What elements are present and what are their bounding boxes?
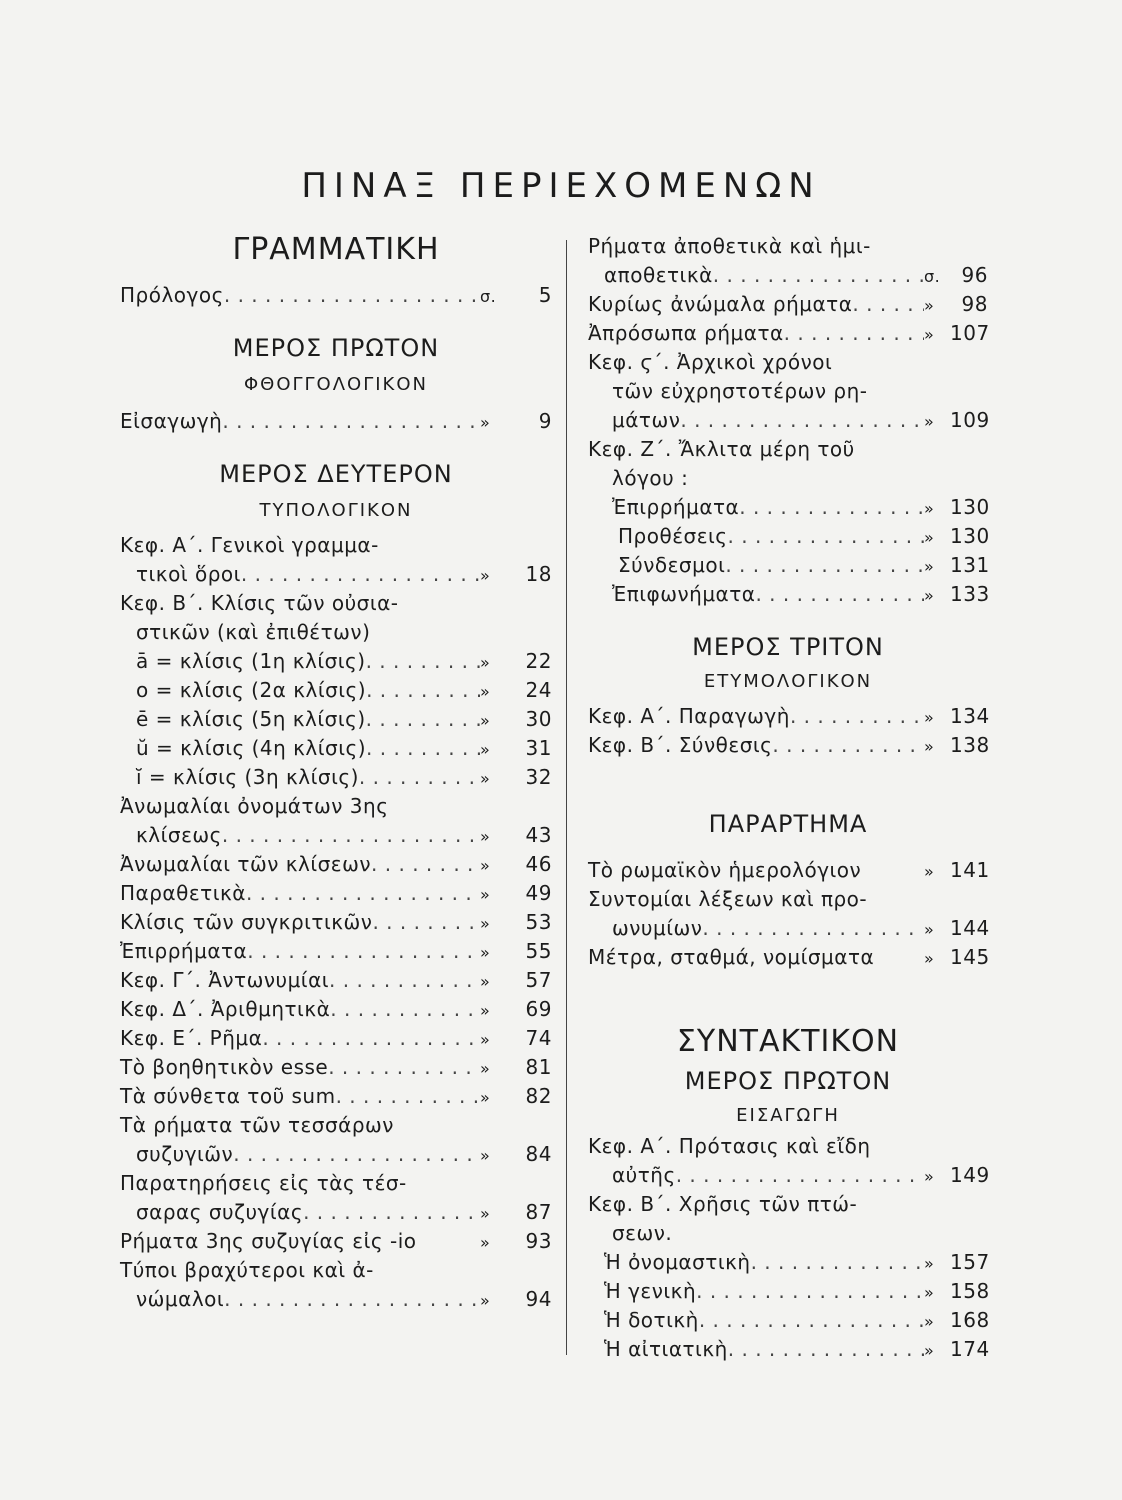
entry-page: 32 <box>525 765 552 789</box>
entry-page: 30 <box>525 707 552 731</box>
entry-mark: » <box>480 943 491 962</box>
toc-entry[interactable] <box>588 1306 988 1335</box>
entry-label: Ἀπρόσωπα ρήματα <box>588 321 784 345</box>
toc-entry[interactable] <box>120 734 552 763</box>
toc-entry-line <box>120 1256 552 1285</box>
entry-label: Ἡ αἰτιατικὴ <box>604 1337 728 1361</box>
entry-mark: » <box>480 1088 491 1107</box>
entry-mark: » <box>480 653 491 672</box>
entry-label: Τύποι βραχύτεροι καὶ ἀ- <box>120 1258 374 1282</box>
entry-label: Κεφ. Ζ΄. Ἄκλιτα μέρη τοῦ <box>588 437 855 461</box>
toc-entry-line <box>120 792 552 821</box>
entry-mark: » <box>924 862 935 881</box>
entry-label: Τὰ ρήματα τῶν τεσσάρων <box>120 1113 394 1137</box>
entry-mark: » <box>480 740 491 759</box>
toc-entry-line <box>120 1111 552 1140</box>
entry-page: 134 <box>950 704 990 728</box>
entry-label: Προθέσεις <box>618 524 728 548</box>
left-column <box>120 232 552 1314</box>
toc-entry[interactable] <box>120 1082 552 1111</box>
entry-label: Παρατηρήσεις εἰς τὰς τέσ- <box>120 1171 407 1195</box>
entry-page: 46 <box>525 852 552 876</box>
entry-label: σαρας συζυγίας <box>136 1200 304 1224</box>
entry-label: Κεφ. ϛ΄. Ἀρχικοὶ χρόνοι <box>588 350 833 374</box>
toc-entry-line <box>120 531 552 560</box>
column-divider <box>566 240 567 1355</box>
entry-mark: » <box>480 914 491 933</box>
entry-page: 131 <box>950 553 990 577</box>
entry-label: ā = κλίσις (1η κλίσις) <box>136 649 366 673</box>
entry-page: 141 <box>950 858 990 882</box>
entry-mark: » <box>480 856 491 875</box>
entry-label: Κεφ. Α΄. Γενικοὶ γραμμα- <box>120 533 379 557</box>
entry-label: Ἀνωμαλίαι τῶν κλίσεων <box>120 852 372 876</box>
toc-entry[interactable] <box>120 676 552 705</box>
entry-mark: » <box>480 413 491 432</box>
entry-label: τικοὶ ὅροι <box>136 562 241 586</box>
toc-entry[interactable] <box>120 937 552 966</box>
entry-page: 133 <box>950 582 990 606</box>
toc-entry[interactable] <box>588 406 988 435</box>
entry-label: Κεφ. Β΄. Σύνθεσις <box>588 733 773 757</box>
entry-label: Τὸ βοηθητικὸν esse <box>120 1055 329 1079</box>
entry-page: 24 <box>525 678 552 702</box>
toc-entry-line <box>120 618 552 647</box>
entry-label: Συντομίαι λέξεων καὶ προ- <box>588 887 868 911</box>
entry-mark: » <box>480 682 491 701</box>
entry-label: κλίσεως <box>136 823 222 847</box>
entry-label: αποθετικὰ <box>604 263 713 287</box>
entry-label: τῶν εὐχρηστοτέρων ρη- <box>612 379 868 403</box>
toc-entry[interactable] <box>120 1198 552 1227</box>
entry-page: 9 <box>538 409 552 433</box>
syntax-title: ΣΥΝΤΑΚΤΙΚΟΝ <box>676 1024 900 1059</box>
entry-label: Ἐπιρρήματα <box>612 495 740 519</box>
entry-page: 144 <box>950 916 990 940</box>
entry-mark: σ. <box>924 267 941 286</box>
entry-mark: » <box>924 737 935 756</box>
entry-label: Σύνδεσμοι <box>618 553 726 577</box>
entry-page: 87 <box>525 1200 552 1224</box>
entry-page: 49 <box>525 881 552 905</box>
toc-entry[interactable] <box>588 319 988 348</box>
entry-label: Κυρίως ἀνώμαλα ρήματα <box>588 292 853 316</box>
entry-mark: » <box>924 1254 935 1273</box>
entry-label: Κεφ. Α΄. Παραγωγὴ <box>588 704 790 728</box>
entry-label: Τὸ ρωμαϊκὸν ἡμερολόγιον <box>588 858 862 882</box>
entry-mark: » <box>924 528 935 547</box>
entry-label: Κεφ. Δ΄. Ἀριθμητικὰ <box>120 997 331 1021</box>
toc-entry-line <box>588 885 988 914</box>
appendix-title: ΠΑΡΑΡΤΗΜΑ <box>708 810 868 838</box>
toc-entry[interactable] <box>120 879 552 908</box>
toc-entry[interactable] <box>588 551 988 580</box>
toc-entry[interactable] <box>588 856 988 885</box>
entry-page: 82 <box>525 1084 552 1108</box>
toc-entry[interactable] <box>588 1277 988 1306</box>
entry-mark: » <box>480 827 491 846</box>
entry-mark: » <box>480 1233 491 1252</box>
entry-page: 130 <box>950 524 990 548</box>
entry-mark: » <box>480 1291 491 1310</box>
page-title: ΠΙΝΑΞ ΠΕΡΙΕΧΟΜΕΝΩΝ <box>301 166 821 206</box>
entry-label: Εἰσαγωγὴ <box>120 409 223 433</box>
toc-entry-line <box>588 348 988 377</box>
toc-entry[interactable] <box>588 1161 988 1190</box>
entry-label: Κεφ. Β΄. Χρῆσις τῶν πτώ- <box>588 1192 858 1216</box>
entry-label: Ἐπιφωνήματα <box>612 582 756 606</box>
entry-page: 109 <box>950 408 990 432</box>
entry-mark: » <box>480 1001 491 1020</box>
toc-entry[interactable] <box>120 1053 552 1082</box>
toc-entry[interactable] <box>588 731 988 760</box>
entry-label: Ρήματα ἀποθετικὰ καὶ ἡμι- <box>588 234 871 258</box>
entry-label: Κεφ. Γ΄. Ἀντωνυμίαι <box>120 968 330 992</box>
entry-page: 18 <box>525 562 552 586</box>
entry-page: 107 <box>950 321 990 345</box>
entry-mark: » <box>480 1146 491 1165</box>
entry-label: ωνυμίων <box>612 916 703 940</box>
entry-mark: » <box>924 1283 935 1302</box>
toc-entry[interactable] <box>120 647 552 676</box>
toc-entry-line <box>120 1169 552 1198</box>
toc-entry[interactable] <box>588 580 988 609</box>
entry-label: αὐτῆς <box>612 1163 676 1187</box>
entry-page: 138 <box>950 733 990 757</box>
entry-mark: » <box>924 1312 935 1331</box>
part3-subtitle: ΕΤΥΜΟΛΟΓΙΚΟΝ <box>703 671 873 692</box>
toc-entry-line <box>588 232 988 261</box>
entry-mark: » <box>480 885 491 904</box>
toc-entry-line <box>588 1219 988 1248</box>
entry-page: 84 <box>525 1142 552 1166</box>
entry-mark: » <box>924 557 935 576</box>
entry-label: Κεφ. Ε΄. Ρῆμα <box>120 1026 263 1050</box>
part3-title: ΜΕΡΟΣ ΤΡΙΤΟΝ <box>692 633 884 661</box>
entry-page: 22 <box>525 649 552 673</box>
toc-entry-line <box>588 377 988 406</box>
entry-label: ē = κλίσις (5η κλίσις) <box>136 707 366 731</box>
entry-mark: » <box>924 499 935 518</box>
entry-label: Ἡ δοτικὴ <box>604 1308 699 1332</box>
toc-entry[interactable] <box>588 702 988 731</box>
toc-entry[interactable] <box>120 1227 552 1256</box>
toc-entry[interactable] <box>120 966 552 995</box>
part1-title: ΜΕΡΟΣ ΠΡΩΤΟΝ <box>232 334 440 362</box>
entry-page: 43 <box>525 823 552 847</box>
entry-mark: » <box>480 1030 491 1049</box>
entry-page: 94 <box>525 1287 552 1311</box>
entry-mark: σ. <box>480 287 497 306</box>
part2-title: ΜΕΡΟΣ ΔΕΥΤΕΡΟΝ <box>219 460 453 488</box>
toc-entry-prologue[interactable] <box>120 281 552 310</box>
entry-label: στικῶν (καὶ ἐπιθέτων) <box>136 620 371 644</box>
entry-mark: » <box>480 972 491 991</box>
entry-page: 98 <box>961 292 988 316</box>
entry-page: 96 <box>961 263 988 287</box>
entry-mark: » <box>924 296 935 315</box>
entry-label: Ἐπιρρήματα <box>120 939 248 963</box>
entry-label: Πρόλογος <box>120 283 224 307</box>
entry-label: συζυγιῶν <box>136 1142 234 1166</box>
toc-entry[interactable] <box>588 914 988 943</box>
entry-page: 174 <box>950 1337 990 1361</box>
entry-mark: » <box>924 586 935 605</box>
toc-entry-line <box>588 464 988 493</box>
entry-page: 53 <box>525 910 552 934</box>
entry-label: Ρήματα 3ης συζυγίας εἰς -io <box>120 1229 417 1253</box>
entry-mark: » <box>924 412 935 431</box>
toc-entry[interactable] <box>120 850 552 879</box>
entry-label: Παραθετικὰ <box>120 881 246 905</box>
toc-entry[interactable] <box>120 1285 552 1314</box>
entry-page: 69 <box>525 997 552 1021</box>
entry-mark: » <box>480 1059 491 1078</box>
entry-page: 168 <box>950 1308 990 1332</box>
entry-mark: » <box>924 949 935 968</box>
grammar-heading: ΓΡΑΜΜΑΤΙΚΗ <box>232 232 440 267</box>
entry-page: 74 <box>525 1026 552 1050</box>
entry-page: 145 <box>950 945 990 969</box>
entry-label: Τὰ σύνθετα τοῦ sum <box>120 1084 336 1108</box>
entry-label: νώμαλοι <box>136 1287 225 1311</box>
toc-entry[interactable] <box>588 943 988 972</box>
toc-entry[interactable] <box>588 493 988 522</box>
entry-label: o = κλίσις (2α κλίσις) <box>136 678 367 702</box>
part2-subtitle: ΤΥΠΟΛΟΓΙΚΟΝ <box>259 500 413 521</box>
entry-label: μάτων <box>612 408 681 432</box>
toc-entry[interactable] <box>120 821 552 850</box>
entry-label: Μέτρα, σταθμά, νομίσματα <box>588 945 875 969</box>
entry-page: 130 <box>950 495 990 519</box>
entry-label: Ἡ γενικὴ <box>604 1279 697 1303</box>
entry-page: 5 <box>538 283 552 307</box>
entry-label: Κλίσις τῶν συγκριτικῶν <box>120 910 373 934</box>
entry-label: Κεφ. Α΄. Πρότασις καὶ εἴδη <box>588 1134 871 1158</box>
toc-entry[interactable] <box>588 522 988 551</box>
toc-entry-line <box>588 1132 988 1161</box>
toc-entry[interactable] <box>588 290 988 319</box>
part1-subtitle: ΦΘΟΓΓΟΛΟΓΙΚΟΝ <box>244 374 428 395</box>
entry-label: Κεφ. Β΄. Κλίσις τῶν οὐσια- <box>120 591 399 615</box>
entry-label: Ἡ ὀνομαστικὴ <box>604 1250 751 1274</box>
entry-label: ĭ = κλίσις (3η κλίσις) <box>136 765 359 789</box>
toc-entry[interactable] <box>120 1140 552 1169</box>
right-column <box>588 232 988 1364</box>
entry-mark: » <box>924 708 935 727</box>
syntax-subtitle: ΕΙΣΑΓΩΓΗ <box>736 1105 840 1126</box>
toc-entry[interactable] <box>120 705 552 734</box>
entry-page: 93 <box>525 1229 552 1253</box>
entry-page: 158 <box>950 1279 990 1303</box>
toc-entry[interactable] <box>120 908 552 937</box>
entry-mark: » <box>480 1204 491 1223</box>
toc-entry[interactable] <box>120 763 552 792</box>
entry-label: λόγου : <box>612 466 689 490</box>
toc-entry[interactable] <box>588 1248 988 1277</box>
entry-label: ŭ = κλίσις (4η κλίσις) <box>136 736 367 760</box>
toc-entry[interactable] <box>588 261 988 290</box>
toc-entry-intro[interactable] <box>120 407 552 436</box>
toc-entry-line <box>120 589 552 618</box>
entry-mark: » <box>924 920 935 939</box>
entry-page: 57 <box>525 968 552 992</box>
entry-label: Ἀνωμαλίαι ὀνομάτων 3ης <box>120 794 389 818</box>
entry-mark: » <box>924 1341 935 1360</box>
entry-mark: » <box>924 325 935 344</box>
toc-entry[interactable] <box>120 560 552 589</box>
entry-mark: » <box>924 1167 935 1186</box>
entry-page: 55 <box>525 939 552 963</box>
entry-page: 149 <box>950 1163 990 1187</box>
entry-mark: » <box>480 769 491 788</box>
syntax-part-title: ΜΕΡΟΣ ΠΡΩΤΟΝ <box>684 1067 892 1095</box>
toc-entry-line <box>588 435 988 464</box>
entry-label: σεων. <box>612 1221 673 1245</box>
entry-page: 81 <box>525 1055 552 1079</box>
entry-page: 157 <box>950 1250 990 1274</box>
toc-entry[interactable] <box>120 995 552 1024</box>
toc-entry-line <box>588 1190 988 1219</box>
entry-mark: » <box>480 711 491 730</box>
toc-entry[interactable] <box>588 1335 988 1364</box>
entry-mark: » <box>480 566 491 585</box>
entry-page: 31 <box>525 736 552 760</box>
toc-entry[interactable] <box>120 1024 552 1053</box>
